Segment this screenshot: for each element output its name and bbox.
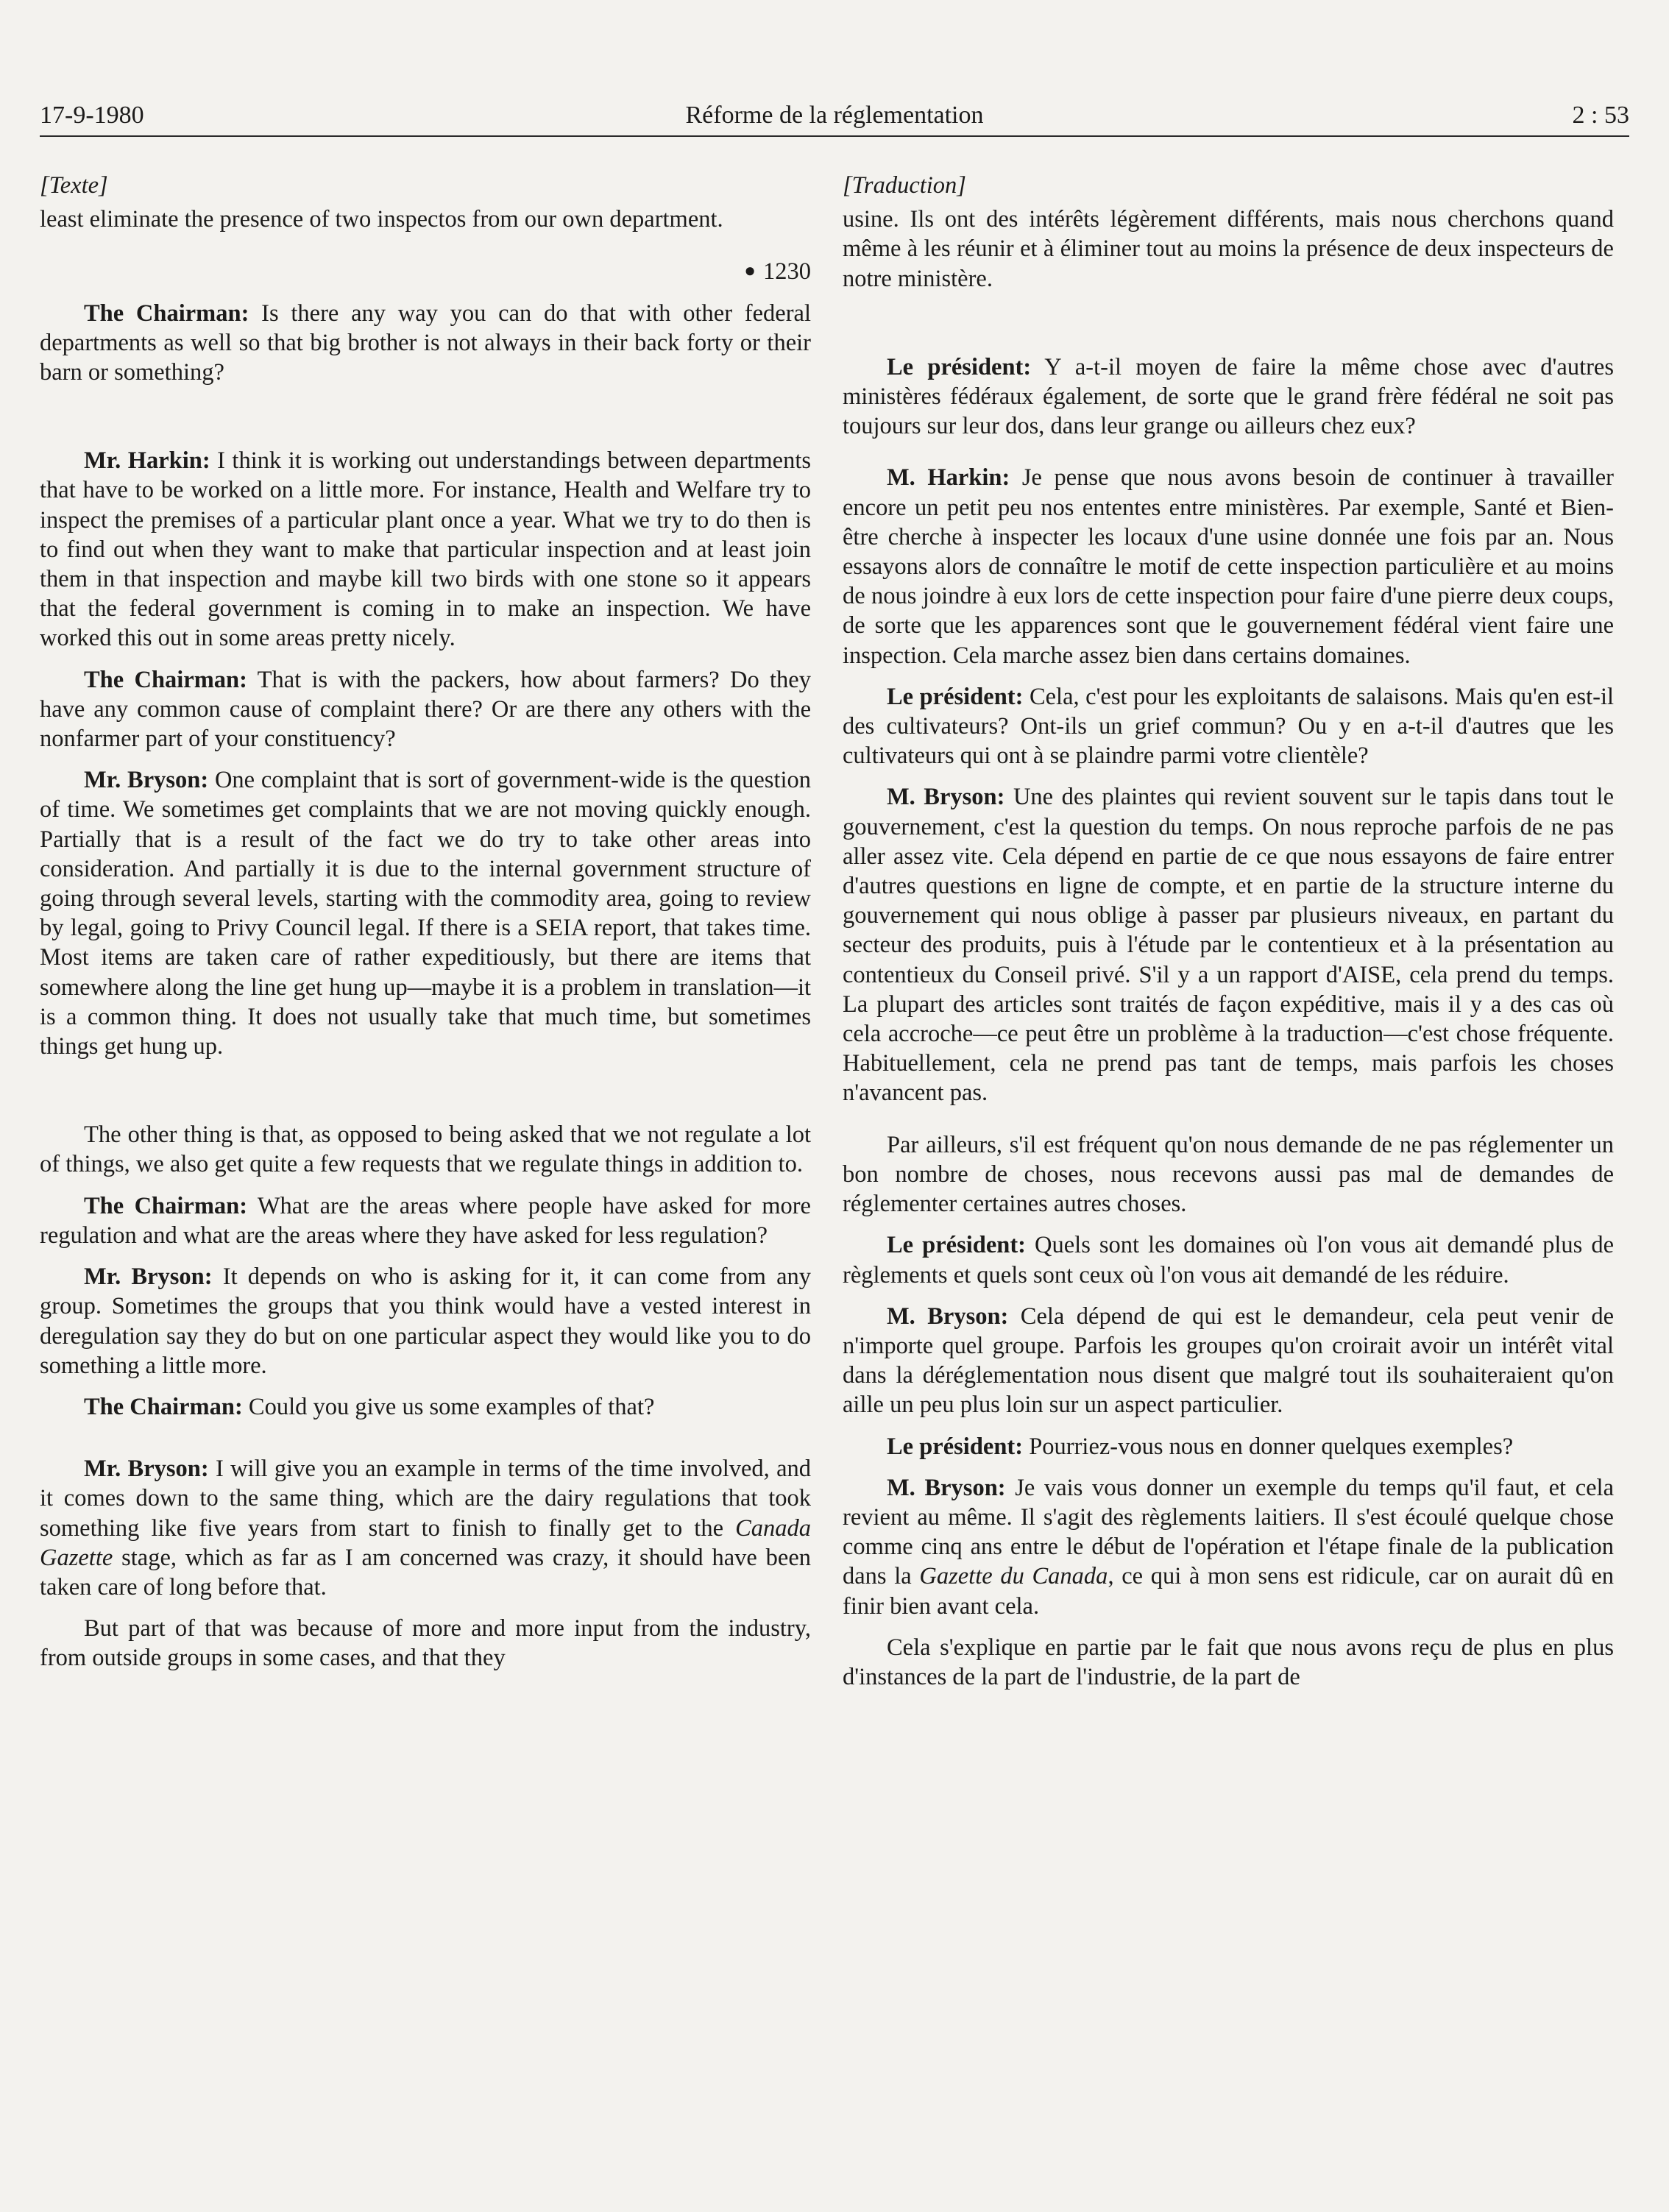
speaker-label: M. Harkin: [887,464,1010,492]
header-date: 17-9-1980 [40,102,144,129]
header-title: Réforme de la réglementation [685,102,984,129]
publication-title: Canada Gazette [40,1514,811,1571]
speaker-label: Mr. Harkin: [84,447,210,475]
publication-title: Gazette du Canada [919,1563,1108,1590]
fr-paragraph-9: Le président: Pourriez-vous nous en donner quelques exemples? [887,1433,1514,1460]
speaker-label: Mr. Bryson: [84,1456,209,1483]
en-paragraph-5: Mr. Bryson: One complaint that is sort of government-wide is the question of time. We sometimes get complaints that we are not moving quickly enough. Partially that is a result of the fact we do try to take other areas into consideration. And partially it is due to the internal government structure of going through several levels, starting with the commodity area, going to review by legal, going to Privy Council legal. If there is a SEIA report, that takes time. Most items are taken care of rather expeditiously, but there are items that somewhere along the line get hung up—maybe it is a problem in translation—it is a common thing. It does not usually take that much time, but sometimes things get hung up. [40,767,812,1060]
page-header [40,94,1629,137]
fr-paragraph-6: Par ailleurs, s'il est fréquent qu'on nous demande de ne pas réglementer un bon nombre de choses, nous recevons aussi pas mal de demandes de réglementer certaines autres choses. [843,1131,1614,1218]
fr-paragraph-5: M. Bryson: Une des plaintes qui revient souvent sur le tapis dans tout le gouvernement, c'est la question du temps. On nous reproche parfois de ne pas aller assez vite. Cela dépend en partie de ce que nous essayons de faire entrer d'autres questions en ligne de compte, et en partie de la structure interne du gouvernement qui nous oblige à passer par plusieurs niveaux, en partant du secteur des produits, puis à l'étude par le contentieux et à la présentation au contentieux du Conseil privé. S'il y a un rapport d'AISE, cela prend du temps. La plupart des articles sont traités de façon expéditive, mais il y a des cas où cela accroche—ce peut être un problème à la traduction—c'est chose fréquente. Habituellement, cela ne prend pas tant de temps, mais parfois les choses n'avancent pas. [843,784,1615,1107]
en-paragraph-8: Mr. Bryson: It depends on who is asking for it, it can come from any group. Sometimes the groups that you think would have a vested interest in deregulation say they do but on one particular aspect they would like you to do something a little more. [40,1263,812,1379]
speaker-label: The Chairman: [84,666,247,693]
en-paragraph-11: But part of that was because of more and more input from the industry, from outside groups in some cases, and that they [40,1615,811,1672]
speaker-label: Le président: [887,683,1024,710]
speaker-label: The Chairman: [84,1393,243,1420]
speaker-label: Le président: [887,1232,1026,1259]
speaker-label: The Chairman: [84,299,249,327]
en-paragraph-6: The other thing is that, as opposed to being asked that we not regulate a lot of things, we also get quite a few requests that we regulate things in addition to. [40,1121,811,1178]
english-column [40,171,811,1673]
time-marker: ● 1230 [744,258,811,286]
fr-paragraph-1: usine. Ils ont des intérêts légèrement différents, mais nous cherchons quand même à les réunir et à éliminer tout au moins la présence de deux inspecteurs de notre ministère. [843,206,1614,292]
fr-paragraph-3: M. Harkin: Je pense que nous avons besoin de continuer à travailler encore un petit peu nos ententes entre ministères. Par exemple, Santé et Bien-être cherche à inspecter les locaux d'une usine donnée une fois par an. Nous essayons alors de connaître le motif de cette inspection particulière et au moins de nous joindre à eux lors de cette inspection pour faire d'une pierre deux coups, de sorte que les apparences sont que le gouvernement fédéral vient faire une inspection. Cela marche assez bien dans certains domaines. [843,464,1614,669]
speaker-label: M. Bryson: [887,1302,1009,1330]
bullet-icon: ● [744,260,756,282]
fr-paragraph-11: Cela s'explique en partie par le fait que nous avons reçu de plus en plus d'instances de la part de l'industrie, de la part de [843,1634,1614,1690]
en-paragraph-4: The Chairman: That is with the packers, how about farmers? Do they have any common cause of complaint there? Or are there any others with the nonfarmer part of your constituency? [40,666,811,753]
speaker-label: M. Bryson: [887,1474,1006,1501]
english-column-label: [Texte] [40,172,108,199]
fr-paragraph-7: Le président: Quels sont les domaines où l'on vous ait demandé plus de règlements et quels sont ceux où l'on vous ait demandé de les réduire. [843,1232,1614,1288]
speaker-label: M. Bryson: [887,784,1005,811]
french-column [843,171,1614,1692]
en-paragraph-10: Mr. Bryson: I will give you an example in terms of the time involved, and it comes down to the same thing, which are the dairy regulations that took something like five years from start to finish to finally get to the Canada Gazette stage, which as far as I am concerned was crazy, it should have been taken care of long before that. [40,1456,812,1600]
en-paragraph-7: The Chairman: What are the areas where people have asked for more regulation and what are the areas where they have asked for less regulation? [40,1192,811,1249]
en-paragraph-1: least eliminate the presence of two inspectos from our own department. [40,206,723,233]
speaker-label: Le président: [887,353,1032,380]
fr-paragraph-10: M. Bryson: Je vais vous donner un exemple du temps qu'il faut, et cela revient au même. Il s'agit des règlements laitiers. Il s'est écoulé quelque chose comme cinq ans entre le début de l'opération et l'étape finale de la publication dans la Gazette du Canada, ce qui à mon sens est ridicule, car on aurait dû en finir bien avant cela. [843,1474,1615,1620]
fr-paragraph-2: Le président: Y a-t-il moyen de faire la même chose avec d'autres ministères fédéraux également, de sorte que le grand frère fédéral ne soit pas toujours sur leur dos, dans leur grange ou ailleurs chez eux? [843,353,1614,440]
fr-paragraph-4: Le président: Cela, c'est pour les exploitants de salaisons. Mais qu'en est-il des cultivateurs? Ont-ils un grief commun? Ou y en a-t-il d'autres que les cultivateurs qui ont à se plaindre parmi votre clientèle? [843,683,1615,770]
header-page-number: 2 : 53 [1572,102,1629,129]
french-column-label: [Traduction] [843,172,966,199]
en-paragraph-3: Mr. Harkin: I think it is working out understandings between departments that have to be worked on a little more. For instance, Health and Welfare try to inspect the premises of a particular plant once a year. What we try to do then is to find out when they want to make that particular inspection and at least join them in that inspection and maybe kill two birds with one stone so it appears that the federal government is coming in to make an inspection. We have worked this out in some areas pretty nicely. [40,447,811,652]
en-paragraph-2: The Chairman: Is there any way you can do that with other federal departments as well so that big brother is not always in their back forty or their barn or something? [40,299,811,386]
en-paragraph-9: The Chairman: Could you give us some examples of that? [84,1393,655,1420]
speaker-label: Le président: [887,1433,1024,1460]
speaker-label: The Chairman: [84,1192,248,1219]
fr-paragraph-8: M. Bryson: Cela dépend de qui est le demandeur, cela peut venir de n'importe quel groupe. Parfois les groupes qu'on croirait avoir un intérêt vital dans la déréglementation nous disent que malgré tout ils souhaiteraient qu'on aille un peu plus loin sur un aspect particulier. [843,1302,1615,1419]
speaker-label: Mr. Bryson: [84,1263,213,1291]
speaker-label: Mr. Bryson: [84,767,209,794]
